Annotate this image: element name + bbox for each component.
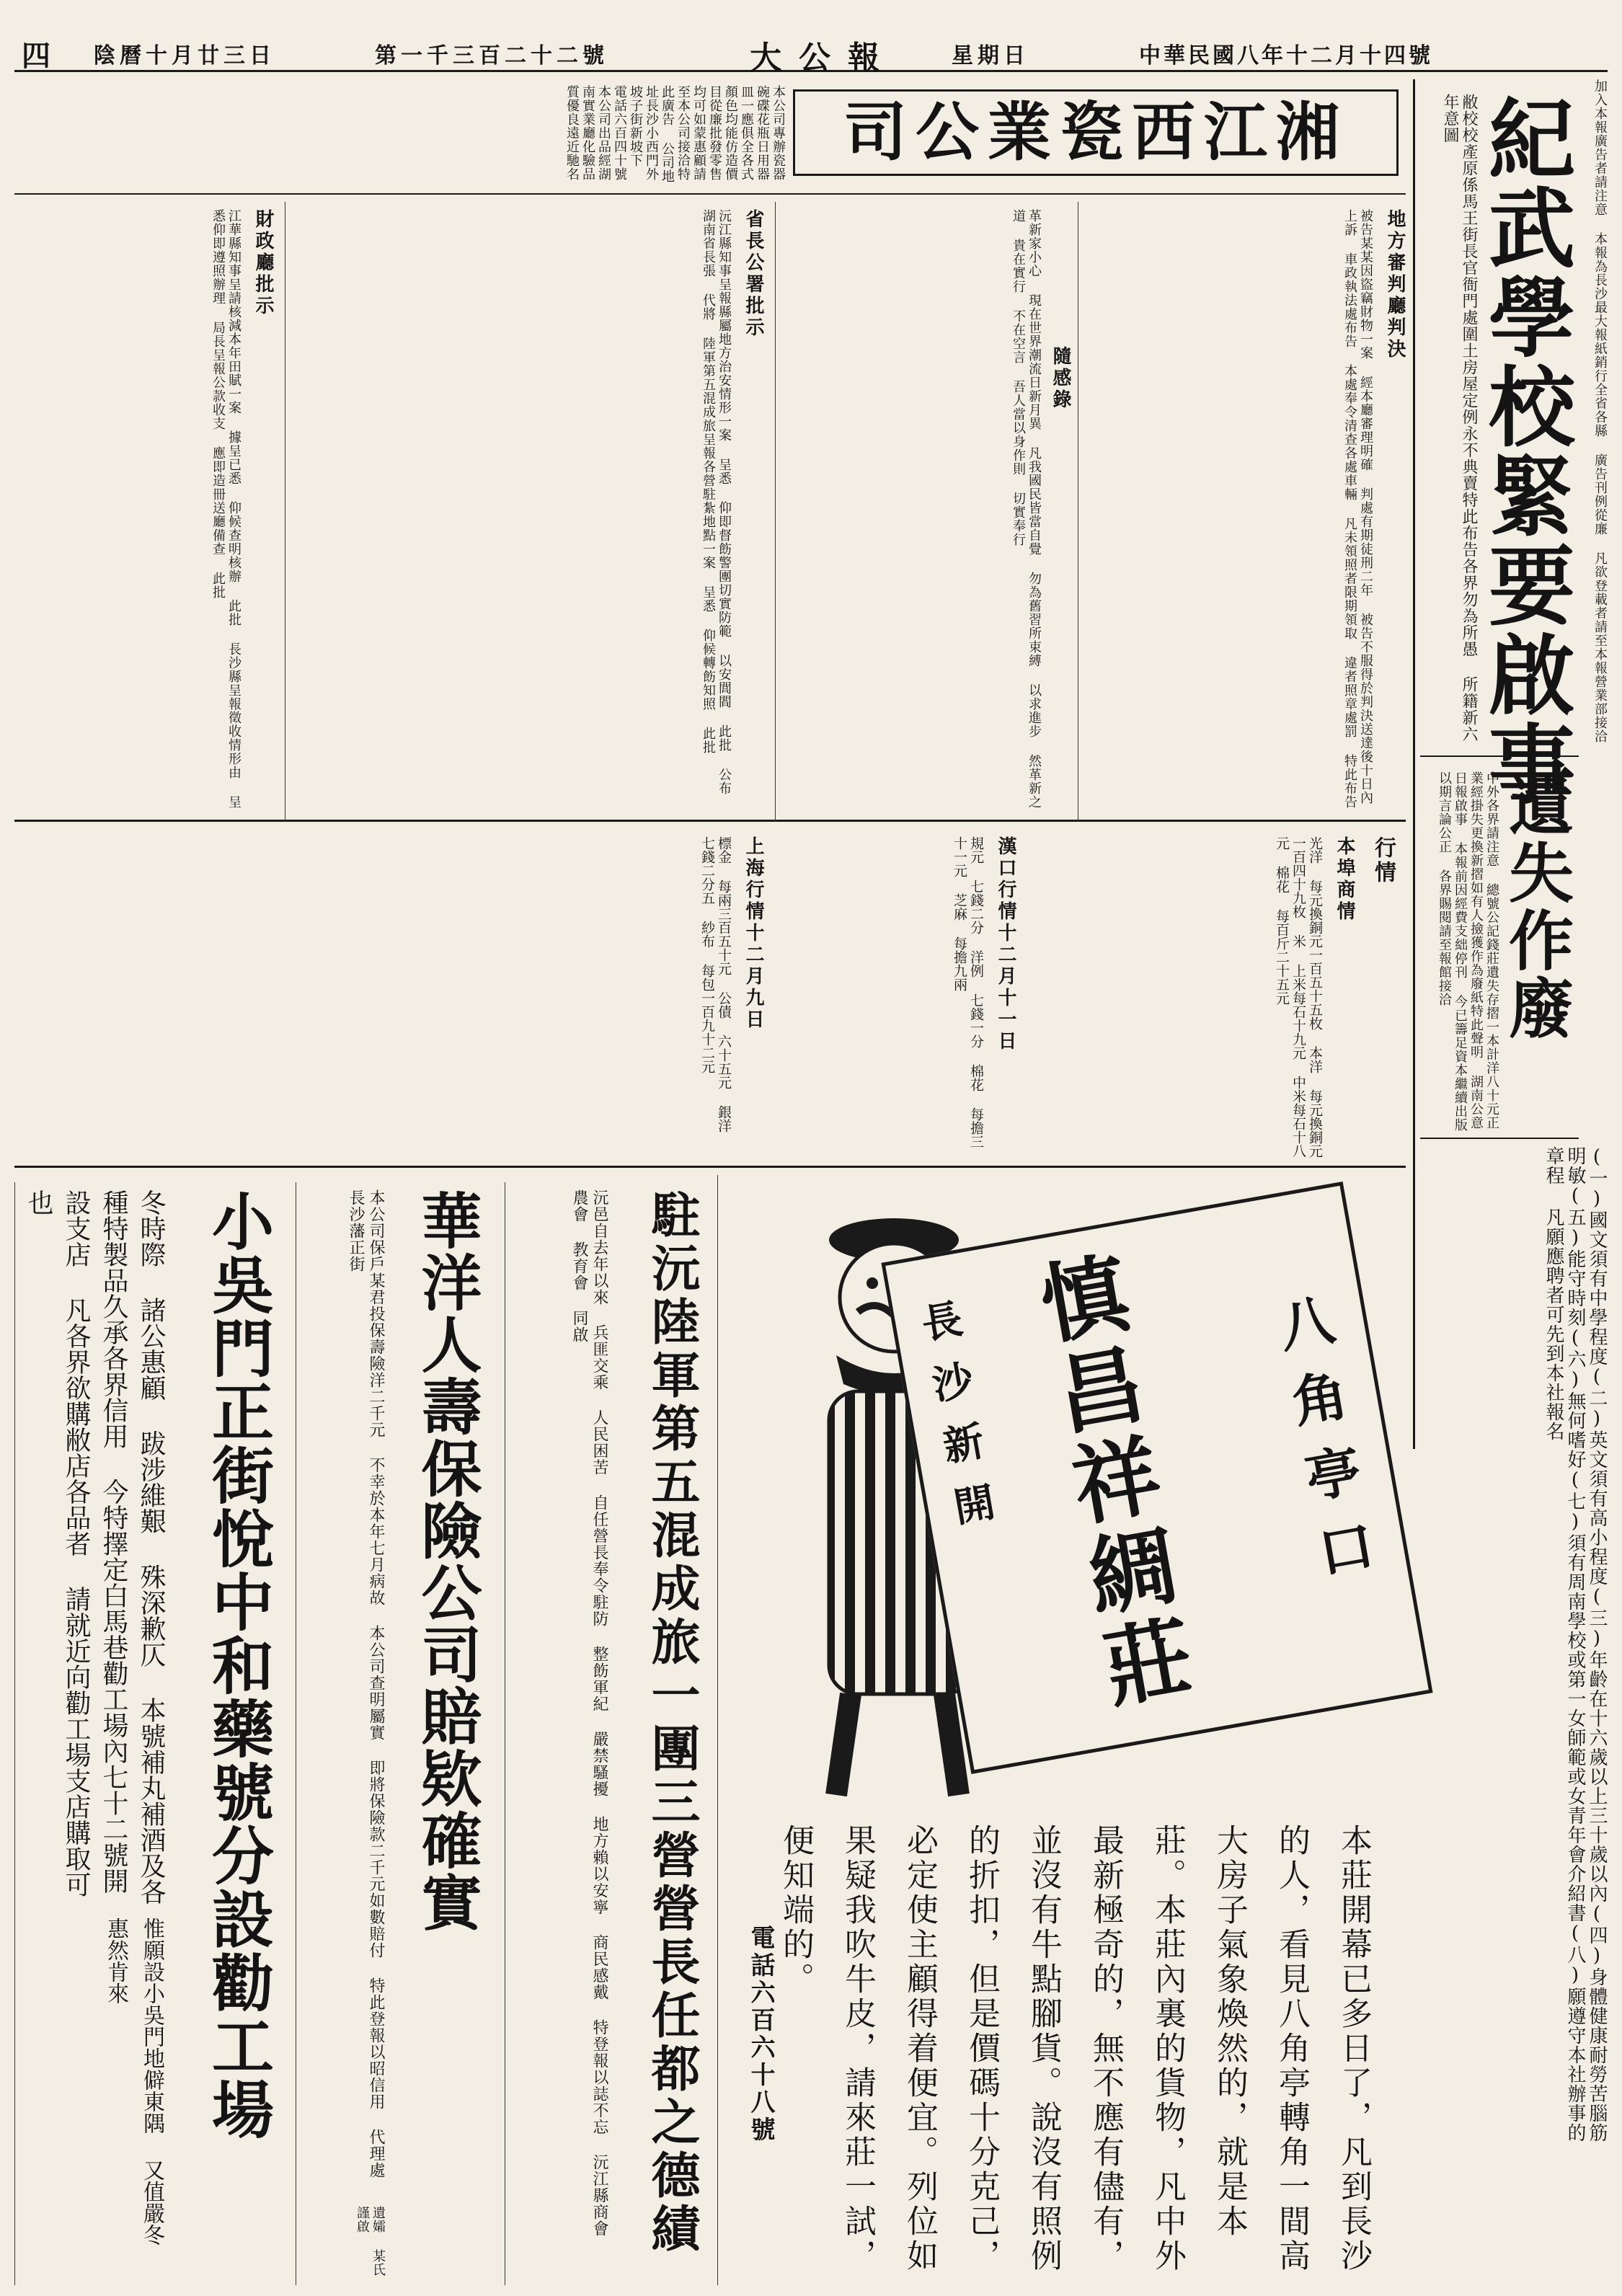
pharmacy-body: 冬時際 諸公惠顧 跋涉維艱 殊深歉仄 本號補丸補酒及各種特製品久承各界信用 今特擇定白馬巷勸工場內七十二號開設支店 凡各界欲購敝店各品者 請就近向勸工場支店購取可也 (24, 1189, 166, 1905)
store-body: 本莊開幕已多日了，凡到長沙的人，看見八角亭轉角一間高大房子氣象煥然的，就是本莊。本莊內裏的貨物，凡中外最新極奇的，無不應有儘有，並沒有牛點腳貨。說沒有照例的折扣，但是價碼十分克己，必定使主顧得着便宜。列位如果疑我吹牛皮，請來莊一試，便知端的。 (777, 1824, 1372, 2274)
column-finance-body: 江華縣知事呈請核減本年田賦一案 據呈已悉 仰候查明核辦 此批 長沙縣呈報徵收情形由 呈悉仰即遵照辦理 局長呈報公款收支 應即造冊送廳備查 此批 (210, 209, 241, 809)
company-title (793, 89, 1399, 176)
brigade-body: 沅邑自去年以來 兵匪交乘 人民困苦 自任營長奉令駐防 整飭軍紀 嚴禁騷擾 地方賴以安寧 商民感戴 特登報以誌不忘 沅江縣商會 農會 教育會 同啟 (570, 1189, 608, 2256)
market-local-title: 本埠商情 (1334, 836, 1355, 923)
column-gov-title: 省長公署批示 (743, 209, 764, 339)
date-western: 中華民國八年十二月十四號 (1139, 43, 1433, 68)
ad-brigade (505, 1182, 714, 2285)
column-judge-title: 地方審判廳判決 (1384, 209, 1406, 360)
column-judge (1081, 202, 1406, 822)
column-finance (14, 202, 281, 822)
market-shanghai-title: 上海行情十二月九日 (743, 836, 764, 1031)
insurance-body: 本公司保戶某君投保壽險洋二千元 不幸於本年七月病故 本公司查明屬實 即將保險款二千元如數賠付 特此登報以昭信用 代理處 長沙藩正街 (347, 1189, 385, 2197)
column-finance-title: 財政廳批示 (252, 209, 274, 317)
lost-notice-title: 遺失作廢 (1497, 771, 1574, 1042)
store-location: 八角亭口 (1265, 1290, 1383, 1603)
lost-notice-body: 中外各界請注意 總號公記錢莊遺失存摺一本計洋八十元正 業經掛失更換新摺如有人撿獲作為廢紙特此聲明 湖南公意日報啟事 本報前因經費支絀停刊 今已籌足資本繼續出版 以期言論公正 各界賜閱請至報館接洽 (1437, 771, 1499, 1148)
column-editorial-body: 革新家小心 現在世界潮流日新月異 凡我國民皆當自覺 勿為舊習所束縛 以求進步 然革新之道 貴在實行 不在空言 吾人當以身作則 切實奉行 (1011, 209, 1042, 809)
market-section (14, 829, 1406, 1168)
store-phone: 電話六百六十八號 (746, 1925, 775, 2144)
date-lunar: 陰曆十月廿三日 (94, 43, 275, 68)
company-title-text: 湘江西瓷業公司 (843, 94, 1348, 169)
insurance-title: 華洋人壽保險公司賠欵確實 (412, 1189, 483, 1933)
pharmacy-extra: 惟願設小吳門地僻東隅 又值嚴冬 惠然肯來 (103, 1918, 164, 2271)
recruit-notice: (一)國文須有中學程度(二)英文須有高小程度(三)年齡在十六歲以上三十歲以內(四)身體健康耐勞苦腦筋明敏(五)能守時刻(六)無何嗜好(七)須有周南學校或第一女師範或女青年會介紹書(八)願遵守本社辦事的章程 凡願應聘者可先到本社報名 (1543, 1146, 1608, 2142)
weekday: 星期日 (952, 43, 1029, 68)
market-shanghai: 標金 每兩三百五十元 公債 六十五元 銀洋 七錢二分五 紗布 每包一百九十二元 (699, 836, 732, 1148)
store-signboard (881, 1182, 1432, 1774)
company-notice-body: 本公司專辦瓷器碗碟花瓶日用器皿一應俱全各式顏色均能仿造價目從廉批發零售均可如蒙惠顧請至本公司接洽特此廣告 公司地址長沙小西門外坡子街新坡下 電話六百四十號 本公司出品經湖南實業廳化驗品質優良遠近馳名 (564, 85, 786, 197)
column-editorial-title: 隨感錄 (1050, 346, 1071, 411)
masthead (14, 29, 1608, 76)
right-side-strip: 加入本報廣告者請注意 本報為長沙最大報紙銷行全省各縣 廣告刊例從廉 凡欲登載者請至本報營業部接洽 (1592, 79, 1608, 743)
school-notice (1420, 79, 1579, 809)
ad-insurance (296, 1182, 497, 2292)
ad-store (721, 1175, 1406, 2292)
column-judge-body: 被告某某因盜竊財物一案 經本廳審理明確 判處有期徒刑二年 被告不服得於判決送達後十日內上訴 車政執法處布告 本處奉令清查各處車輛 凡未領照者限期領取 違者照章處罰 特此布告 (1342, 209, 1373, 809)
column-gov-body: 沅江縣知事呈報縣屬地方治安情形一案 呈悉 仰即督飭警團切實防範 以安閭閻 此批 公布 湖南省長張 代將 陸軍第五混成旅呈報各營駐紮地點一案 呈悉 仰候轉飭知照 此批 (701, 209, 732, 811)
page-number: 四 (22, 39, 50, 73)
store-name: 慎昌祥綢莊 (1019, 1246, 1200, 1719)
column-gov (288, 202, 771, 822)
school-notice-body: 敝校校產原係馬王街長官衙門處圍土房屋定例永不典賣特此布告各界勿為所愚 所籍新六年意圖 (1441, 94, 1478, 743)
ad-pharmacy (14, 1182, 288, 2285)
paper-name: 大公報 (750, 40, 897, 76)
market-local: 光洋 每元換銅元一百五十五枚 本洋 每元換銅元一百四十九枚 米 上米每石十九元 中米每石十八元 棉花 每百斤二十五元 (1274, 836, 1323, 1158)
market-hankou-title: 漢口行情十二月十一日 (995, 836, 1016, 1052)
issue-number: 第一千三百二十二號 (375, 43, 608, 68)
company-notice (14, 79, 1406, 195)
insurance-sub: 遺孀 某氏 謹啟 (355, 2206, 386, 2292)
brigade-title: 駐沅陸軍第五混成旅一團三營營長任都之德績 (643, 1189, 701, 2256)
lost-notice (1420, 764, 1579, 1148)
market-hankou: 規元 七錢二分 洋例 七錢一分 棉花 每擔三十一元 芝麻 每擔九兩 (952, 836, 984, 1148)
market-title: 行情 (1370, 836, 1396, 885)
news-band (14, 202, 1406, 822)
pharmacy-title: 小吳門正街悅中和藥號分設勸工場 (201, 1189, 274, 2141)
school-notice-title: 紀武學校緊要啟事 (1474, 94, 1576, 809)
column-editorial (779, 202, 1074, 822)
store-top-label: 長沙新開 (912, 1296, 1002, 1550)
